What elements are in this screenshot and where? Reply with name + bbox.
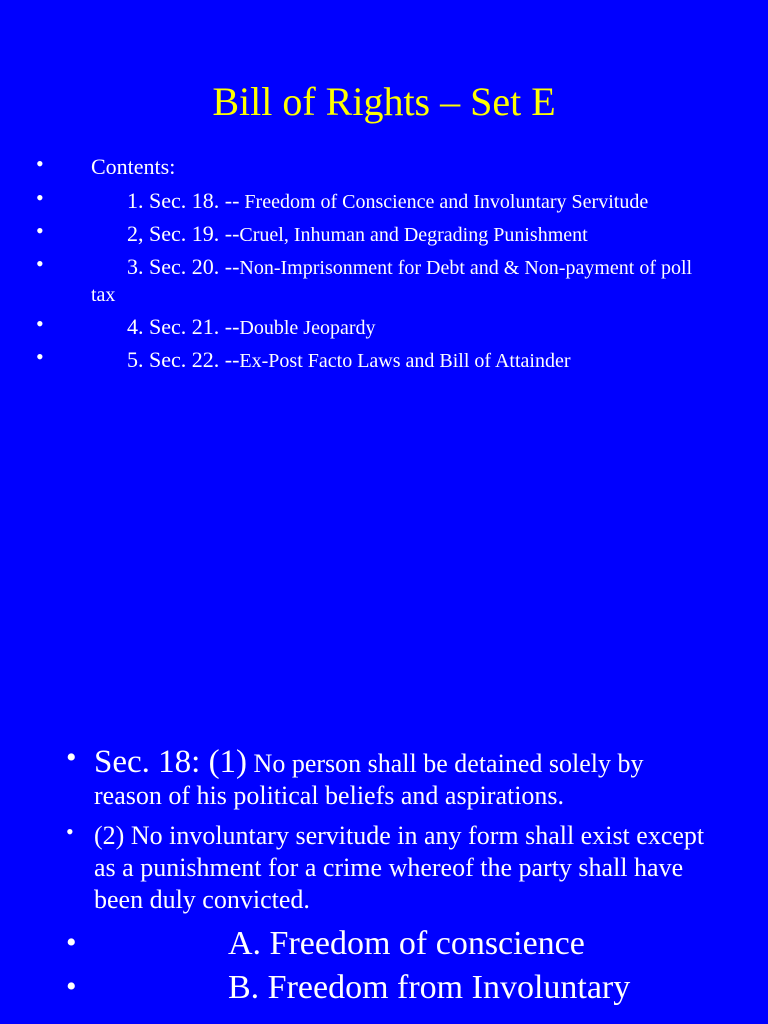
bullet-icon: • bbox=[36, 151, 44, 176]
slide-section-18 bbox=[0, 720, 768, 1024]
bullet-icon: • bbox=[66, 741, 77, 774]
bullet-icon: • bbox=[66, 819, 74, 844]
slide-title: Bill of Rights – Set E bbox=[212, 79, 556, 124]
contents-item bbox=[0, 218, 768, 248]
contents-heading bbox=[0, 151, 768, 180]
bullet-icon: • bbox=[36, 251, 44, 276]
contents-item bbox=[0, 344, 768, 374]
contents-item-number: 5. Sec. 22. -- bbox=[127, 347, 240, 372]
contents-item bbox=[0, 251, 768, 308]
bullet-icon: • bbox=[36, 185, 44, 210]
contents-item-number: 4. Sec. 21. -- bbox=[127, 314, 240, 339]
section-text: No person shall be detained solely by reason of his political beliefs and aspirations. bbox=[94, 749, 644, 810]
section-subparagraph bbox=[0, 820, 768, 916]
contents-item-desc: Cruel, Inhuman and Degrading Punishment bbox=[239, 224, 588, 246]
contents-item bbox=[0, 185, 768, 215]
contents-item-number: 1. Sec. 18. -- bbox=[127, 188, 240, 213]
topic-item bbox=[0, 966, 768, 1010]
contents-label: Contents: bbox=[91, 154, 176, 179]
contents-item-number: 2, Sec. 19. -- bbox=[127, 221, 240, 246]
contents-item-desc: Freedom of Conscience and Involuntary Servitude bbox=[239, 191, 649, 213]
contents-item-desc: Double Jeopardy bbox=[239, 317, 376, 339]
bullet-icon: • bbox=[66, 926, 77, 959]
bullet-icon: • bbox=[66, 970, 77, 1003]
bullet-icon: • bbox=[36, 218, 44, 243]
section-label: Sec. 18: (1) bbox=[94, 744, 248, 780]
bullet-icon: • bbox=[36, 311, 44, 336]
contents-item-desc: Ex-Post Facto Laws and Bill of Attainder bbox=[239, 350, 571, 372]
topic-text: A. Freedom of conscience bbox=[228, 925, 585, 962]
contents-item bbox=[0, 311, 768, 341]
contents-list bbox=[0, 151, 768, 380]
section-paragraph bbox=[0, 741, 768, 812]
bullet-icon: • bbox=[36, 344, 44, 369]
section-list bbox=[0, 741, 768, 1010]
topic-text: B. Freedom from Involuntary bbox=[228, 969, 631, 1006]
topic-item bbox=[0, 922, 768, 966]
contents-item-desc: Non-Imprisonment for Debt and & Non-payment of poll tax bbox=[91, 257, 693, 306]
contents-item-number: 3. Sec. 20. -- bbox=[127, 254, 240, 279]
subsection-text: (2) No involuntary servitude in any form shall exist except as a punishment for a crime whereof the party shall have been duly convicted. bbox=[94, 821, 705, 914]
